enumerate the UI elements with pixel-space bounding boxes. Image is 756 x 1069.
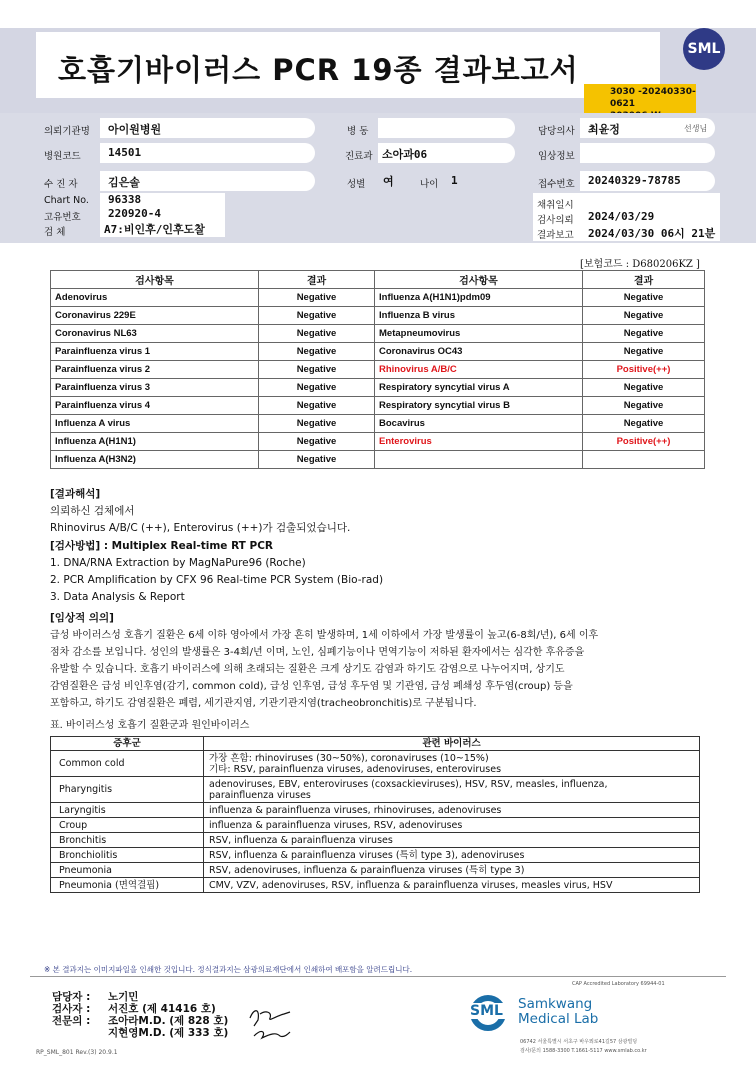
- virus-line: RSV, adenoviruses, influenza & parainfluenza viruses (특히 type 3): [209, 864, 525, 876]
- test-result: Negative: [259, 325, 375, 343]
- interpretation-section: [50, 486, 350, 537]
- interpretation-heading: [결과해석]: [50, 488, 101, 500]
- virus-line: adenoviruses, EBV, enteroviruses (coxsackieviruses), HSV, RSV, measles, influenza,: [209, 778, 608, 790]
- cap-accreditation: CAP Accredited Laboratory 69944-01: [572, 981, 665, 987]
- result-row: [51, 415, 705, 433]
- receipt-value: 20240329-78785: [588, 174, 681, 187]
- test-result: Negative: [583, 307, 705, 325]
- method-section: [50, 538, 383, 606]
- related-viruses: [204, 818, 700, 833]
- result-row: [51, 289, 705, 307]
- related-viruses: [204, 833, 700, 848]
- patient-value: 김은솔: [108, 176, 140, 189]
- report-value: 2024/03/30 06시 21분: [588, 227, 716, 240]
- test-name: Rhinovirus A/B/C: [375, 361, 583, 379]
- test-name: [375, 451, 583, 469]
- result-table-body: [51, 289, 705, 469]
- test-name: Influenza A virus: [51, 415, 259, 433]
- test-name: Parainfluenza virus 4: [51, 397, 259, 415]
- virus-line: influenza & parainfluenza viruses, RSV, adenoviruses: [209, 819, 463, 831]
- related-viruses: [204, 751, 700, 777]
- request-value: 2024/03/29: [588, 210, 655, 223]
- interpretation-line1: 의뢰하신 검체에서: [50, 505, 135, 517]
- result-row: [51, 325, 705, 343]
- syndrome-name: Pharyngitis: [51, 777, 204, 803]
- test-result: Negative: [259, 433, 375, 451]
- test-name: Metapneumovirus: [375, 325, 583, 343]
- age-value: 1: [451, 174, 458, 187]
- related-viruses: [204, 848, 700, 863]
- header-top-strip: [0, 0, 756, 28]
- col-result-1: 결과: [259, 271, 375, 289]
- result-table: [50, 270, 705, 469]
- syndrome-name: Pneumonia (면역결핍): [51, 878, 204, 893]
- test-name: Coronavirus NL63: [51, 325, 259, 343]
- sex-label: 성별: [347, 179, 366, 190]
- lab-phone: 검사/문의 1588-3300 T.1661-5117 www.smlab.co.kr: [520, 1048, 647, 1054]
- test-name: Influenza A(H3N2): [51, 451, 259, 469]
- related-viruses: [204, 878, 700, 893]
- sml-logo-icon: SML: [683, 28, 725, 70]
- test-name: Adenovirus: [51, 289, 259, 307]
- test-result: Negative: [583, 415, 705, 433]
- result-table-header: [51, 271, 705, 289]
- virus-line: 기타: RSV, parainfluenza viruses, adenoviruses, enteroviruses: [209, 763, 502, 775]
- disease-row: [51, 803, 700, 818]
- syndrome-name: Laryngitis: [51, 803, 204, 818]
- doctor-label: 담당의사: [538, 126, 575, 137]
- disease-row: [51, 848, 700, 863]
- chart-label: Chart No.: [44, 195, 89, 206]
- test-name: Coronavirus 229E: [51, 307, 259, 325]
- report-title: 호흡기바이러스 PCR 19종 결과보고서: [58, 53, 579, 87]
- col-test-2: 검사항목: [375, 271, 583, 289]
- test-result: [583, 451, 705, 469]
- staff-row: 검사자 : 서진호 (제 41416 호): [52, 1003, 216, 1015]
- dept-label: 진료과: [345, 151, 373, 162]
- result-row: [51, 361, 705, 379]
- clinical-info-field: [580, 143, 715, 163]
- test-name: Influenza A(H1N1)pdm09: [375, 289, 583, 307]
- code-value: 14501: [108, 146, 142, 159]
- clinical-line: 점차 감소를 보입니다. 성인의 발생률은 3-4회/년 이며, 노인, 심폐기능이나 면역기능이 저하된 환자에서는 심각한 후유증을: [50, 647, 585, 658]
- test-name: Parainfluenza virus 2: [51, 361, 259, 379]
- test-result: Negative: [259, 361, 375, 379]
- report-code-tag: [584, 84, 696, 114]
- age-label: 나이: [420, 179, 439, 190]
- virus-line: CMV, VZV, adenoviruses, RSV, influenza & parainfluenza viruses, measles virus, HSV: [209, 879, 613, 891]
- col-test-1: 검사항목: [51, 271, 259, 289]
- insurance-code: [보험코드 : D680206KZ ]: [580, 259, 700, 270]
- staff-list: [52, 991, 228, 1039]
- disease-row: [51, 833, 700, 848]
- test-name: Parainfluenza virus 1: [51, 343, 259, 361]
- col-viruses: 관련 바이러스: [204, 737, 700, 751]
- test-result: Positive(++): [583, 361, 705, 379]
- receipt-label: 접수번호: [538, 179, 575, 190]
- doctor-suffix: 선생님: [684, 124, 708, 133]
- staff-row: 지현영M.D. (제 333 호): [108, 1027, 229, 1039]
- report-code-line1: 3030 -20240330-0621: [610, 87, 696, 109]
- form-number: RP_SML_801 Rev.(3) 20.9.1: [36, 1049, 118, 1056]
- test-name: Coronavirus OC43: [375, 343, 583, 361]
- related-viruses: [204, 863, 700, 878]
- method-step: 2. PCR Amplification by CFX 96 Real-time PCR System (Bio-rad): [50, 574, 384, 586]
- test-result: Negative: [259, 343, 375, 361]
- method-step: 3. Data Analysis & Report: [50, 591, 185, 603]
- request-label: 검사의뢰: [537, 215, 574, 226]
- test-name: Enterovirus: [375, 433, 583, 451]
- staff-row: 전문의 : 조아라M.D. (제 828 호): [52, 1015, 229, 1027]
- test-result: Negative: [259, 397, 375, 415]
- chart-value: 96338: [108, 193, 142, 206]
- unique-value: 220920-4: [108, 207, 161, 220]
- result-row: [51, 397, 705, 415]
- samkwang-name: Samkwang Medical Lab: [518, 996, 599, 1027]
- specimen-value: A7:비인후/인후도찰: [104, 223, 205, 236]
- test-result: Negative: [259, 415, 375, 433]
- test-result: Negative: [259, 451, 375, 469]
- col-result-2: 결과: [583, 271, 705, 289]
- staff-row: 담당자 : 노기민: [52, 991, 139, 1003]
- clinical-line: 감염질환은 급성 비인후염(감기, common cold), 급성 인후염, 급성 후두염 및 기관염, 급성 폐쇄성 후두염(croup) 등을: [50, 681, 573, 692]
- disease-table-caption: 표. 바이러스성 호흡기 질환군과 원인바이러스: [50, 720, 250, 731]
- test-result: Negative: [583, 325, 705, 343]
- test-name: Bocavirus: [375, 415, 583, 433]
- syndrome-name: Croup: [51, 818, 204, 833]
- result-row: [51, 379, 705, 397]
- patient-label: 수 진 자: [44, 179, 78, 190]
- hospital-value: 아이원병원: [108, 123, 162, 136]
- collect-label: 채취일시: [537, 200, 574, 211]
- samkwang-logo-text: SML: [470, 1003, 510, 1019]
- clinical-section: [50, 610, 598, 712]
- test-name: Respiratory syncytial virus B: [375, 397, 583, 415]
- clinical-info-label: 임상정보: [538, 151, 575, 162]
- disease-table-header: [51, 737, 700, 751]
- clinical-line: 포함하고, 하기도 감염질환은 폐렴, 세기관지염, 기관기관지염(tracheobronchitis)로 구분됩니다.: [50, 698, 477, 709]
- test-name: Respiratory syncytial virus A: [375, 379, 583, 397]
- disease-row: [51, 777, 700, 803]
- virus-line: influenza & parainfluenza viruses, rhinoviruses, adenoviruses: [209, 804, 502, 816]
- lab-address: 06742 서울특별시 서초구 바우뫼로41길57 삼광빌딩: [520, 1039, 638, 1045]
- ward-field: [378, 118, 515, 138]
- result-row: [51, 433, 705, 451]
- disease-row: [51, 878, 700, 893]
- disease-row: [51, 818, 700, 833]
- virus-line: RSV, influenza & parainfluenza viruses: [209, 834, 393, 846]
- dept-value: 소아과06: [382, 148, 428, 161]
- virus-line: 가장 흔함: rhinoviruses (30~50%), coronaviruses (10~15%): [209, 752, 489, 764]
- virus-line: parainfluenza viruses: [209, 789, 311, 801]
- test-result: Negative: [259, 307, 375, 325]
- unique-label: 고유번호: [44, 212, 81, 223]
- test-result: Negative: [259, 289, 375, 307]
- result-row: [51, 307, 705, 325]
- clinical-line: 급성 바이러스성 호흡기 질환은 6세 이하 영아에서 가장 흔히 발생하며, 1세 이하에서 가장 발생률이 높고(6-8회/년), 6세 이후: [50, 630, 599, 641]
- col-syndrome: 증후군: [51, 737, 204, 751]
- code-label: 병원코드: [44, 151, 81, 162]
- virus-line: RSV, influenza & parainfluenza viruses (특히 type 3), adenoviruses: [209, 849, 525, 861]
- test-result: Negative: [259, 379, 375, 397]
- disease-table-body: [51, 751, 700, 893]
- test-result: Negative: [583, 397, 705, 415]
- method-step: 1. DNA/RNA Extraction by MagNaPure96 (Roche): [50, 557, 306, 569]
- disease-row: [51, 863, 700, 878]
- disease-table: [50, 736, 700, 893]
- syndrome-name: Common cold: [51, 751, 204, 777]
- test-result: Negative: [583, 343, 705, 361]
- syndrome-name: Pneumonia: [51, 863, 204, 878]
- footer-divider: [30, 976, 726, 977]
- clinical-heading: [임상적 의의]: [50, 612, 114, 624]
- interpretation-line2: Rhinovirus A/B/C (++), Enterovirus (++)가 검출되었습니다.: [50, 522, 351, 534]
- result-row: [51, 343, 705, 361]
- report-label: 결과보고: [537, 230, 574, 241]
- test-name: Parainfluenza virus 3: [51, 379, 259, 397]
- test-name: Influenza B virus: [375, 307, 583, 325]
- clinical-line: 유발할 수 있습니다. 호흡기 바이러스에 의해 초래되는 질환은 크게 상기도 감염과 하기도 감염으로 나누어지며, 상기도: [50, 664, 565, 675]
- test-result: Negative: [583, 379, 705, 397]
- test-result: Positive(++): [583, 433, 705, 451]
- test-name: Influenza A(H1N1): [51, 433, 259, 451]
- related-viruses: [204, 803, 700, 818]
- footer-note: ※ 본 결과지는 이미지파일을 인쇄한 것입니다. 정식결과지는 삼광의료재단에서 인쇄하여 배포함을 알려드립니다.: [44, 965, 413, 974]
- syndrome-name: Bronchitis: [51, 833, 204, 848]
- ward-label: 병 동: [347, 126, 369, 137]
- syndrome-name: Bronchiolitis: [51, 848, 204, 863]
- doctor-value: 최윤정: [588, 123, 620, 136]
- signature-image: [244, 1002, 294, 1044]
- method-heading: [검사방법] : Multiplex Real-time RT PCR: [50, 540, 273, 552]
- result-row: [51, 451, 705, 469]
- hospital-label: 의뢰기관명: [44, 126, 90, 137]
- test-result: Negative: [583, 289, 705, 307]
- specimen-label: 검 체: [44, 227, 66, 238]
- disease-row: [51, 751, 700, 777]
- related-viruses: [204, 777, 700, 803]
- sex-value: 여: [383, 175, 394, 188]
